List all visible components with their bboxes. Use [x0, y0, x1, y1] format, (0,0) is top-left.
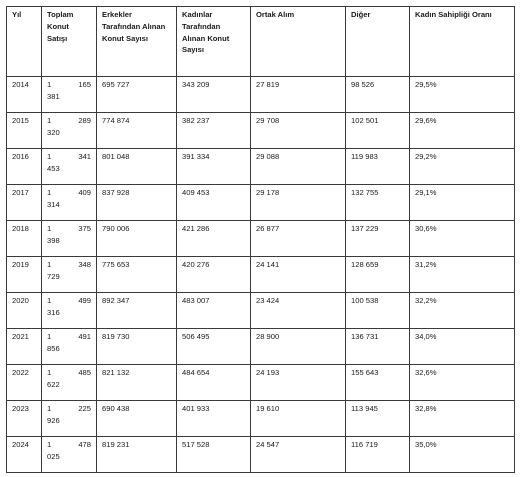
total-sales-part: 478	[78, 440, 91, 449]
cell-joint-purchase: 23 424	[251, 293, 346, 329]
total-sales-part: 1	[47, 188, 52, 197]
cell-other: 113 945	[346, 401, 410, 437]
cell-joint-purchase: 27 819	[251, 77, 346, 113]
total-sales-line	[47, 439, 91, 451]
header-men: Erkekler Tarafından Alınan Konut Sayısı	[97, 7, 177, 77]
header-female-ownership-rate: Kadın Sahipliği Oranı	[410, 7, 515, 77]
total-sales-part: 316	[47, 307, 60, 317]
total-sales-part: 398	[47, 235, 60, 245]
cell-women: 343 209	[177, 77, 251, 113]
cell-total-sales	[42, 113, 97, 149]
cell-men: 801 048	[97, 149, 177, 185]
cell-joint-purchase: 29 088	[251, 149, 346, 185]
cell-men: 819 730	[97, 329, 177, 365]
total-sales-line	[47, 403, 91, 415]
total-sales-part: 341	[78, 152, 91, 161]
table-header-row	[7, 7, 515, 77]
cell-total-sales	[42, 437, 97, 473]
cell-joint-purchase: 26 877	[251, 221, 346, 257]
cell-men: 775 653	[97, 257, 177, 293]
total-sales-part: 1	[47, 224, 52, 233]
cell-total-sales	[42, 257, 97, 293]
cell-total-sales	[42, 293, 97, 329]
cell-year: 2024	[7, 437, 42, 473]
total-sales-part: 348	[78, 260, 91, 269]
cell-men: 695 727	[97, 77, 177, 113]
cell-total-sales	[42, 149, 97, 185]
cell-joint-purchase: 19 610	[251, 401, 346, 437]
total-sales-part: 1	[47, 260, 52, 269]
cell-year: 2015	[7, 113, 42, 149]
cell-female-ownership-rate: 29,5%	[410, 77, 515, 113]
cell-year: 2016	[7, 149, 42, 185]
header-joint-purchase: Ortak Alım	[251, 7, 346, 77]
cell-total-sales	[42, 185, 97, 221]
cell-female-ownership-rate: 29,6%	[410, 113, 515, 149]
cell-year: 2021	[7, 329, 42, 365]
cell-other: 137 229	[346, 221, 410, 257]
table-row	[7, 329, 515, 365]
cell-female-ownership-rate: 31,2%	[410, 257, 515, 293]
cell-year: 2022	[7, 365, 42, 401]
cell-total-sales	[42, 401, 97, 437]
table-row	[7, 293, 515, 329]
cell-men: 837 928	[97, 185, 177, 221]
cell-women: 484 654	[177, 365, 251, 401]
cell-total-sales	[42, 329, 97, 365]
cell-women: 517 528	[177, 437, 251, 473]
table-row	[7, 257, 515, 293]
table-container	[6, 6, 515, 473]
total-sales-part: 375	[78, 224, 91, 233]
cell-men: 790 006	[97, 221, 177, 257]
cell-year: 2018	[7, 221, 42, 257]
table-body	[7, 77, 515, 473]
total-sales-part: 314	[47, 199, 60, 209]
header-women: Kadınlar Tarafından Alınan Konut Sayısı	[177, 7, 251, 77]
cell-total-sales	[42, 221, 97, 257]
cell-total-sales	[42, 77, 97, 113]
cell-female-ownership-rate: 32,6%	[410, 365, 515, 401]
cell-men: 774 874	[97, 113, 177, 149]
table-row	[7, 113, 515, 149]
cell-other: 132 755	[346, 185, 410, 221]
total-sales-part: 453	[47, 163, 60, 173]
total-sales-part: 499	[78, 296, 91, 305]
header-total-sales: Toplam Konut Satışı	[42, 7, 97, 77]
cell-year: 2019	[7, 257, 42, 293]
total-sales-line	[47, 151, 91, 163]
table-row	[7, 221, 515, 257]
total-sales-line	[47, 79, 91, 91]
cell-joint-purchase: 24 193	[251, 365, 346, 401]
total-sales-part: 320	[47, 127, 60, 137]
cell-female-ownership-rate: 32,8%	[410, 401, 515, 437]
total-sales-part: 409	[78, 188, 91, 197]
table-row	[7, 185, 515, 221]
cell-joint-purchase: 29 178	[251, 185, 346, 221]
cell-women: 421 286	[177, 221, 251, 257]
total-sales-part: 225	[78, 404, 91, 413]
cell-men: 690 438	[97, 401, 177, 437]
cell-year: 2017	[7, 185, 42, 221]
total-sales-part: 729	[47, 271, 60, 281]
table-row	[7, 401, 515, 437]
cell-men: 821 132	[97, 365, 177, 401]
cell-women: 483 007	[177, 293, 251, 329]
cell-other: 116 719	[346, 437, 410, 473]
total-sales-part: 289	[78, 116, 91, 125]
cell-female-ownership-rate: 29,2%	[410, 149, 515, 185]
total-sales-part: 485	[78, 368, 91, 377]
cell-women: 382 237	[177, 113, 251, 149]
cell-joint-purchase: 29 708	[251, 113, 346, 149]
cell-women: 409 453	[177, 185, 251, 221]
table-row	[7, 437, 515, 473]
table-row	[7, 365, 515, 401]
cell-women: 401 933	[177, 401, 251, 437]
total-sales-part: 1	[47, 296, 52, 305]
cell-women: 506 495	[177, 329, 251, 365]
housing-sales-table	[6, 6, 515, 473]
header-other: Diğer	[346, 7, 410, 77]
total-sales-part: 025	[47, 451, 60, 461]
cell-female-ownership-rate: 35,0%	[410, 437, 515, 473]
cell-other: 100 538	[346, 293, 410, 329]
cell-total-sales	[42, 365, 97, 401]
cell-year: 2023	[7, 401, 42, 437]
header-year: Yıl	[7, 7, 42, 77]
total-sales-part: 622	[47, 379, 60, 389]
total-sales-line	[47, 115, 91, 127]
total-sales-line	[47, 223, 91, 235]
cell-female-ownership-rate: 30,6%	[410, 221, 515, 257]
total-sales-part: 1	[47, 116, 52, 125]
cell-other: 155 643	[346, 365, 410, 401]
cell-women: 391 334	[177, 149, 251, 185]
cell-joint-purchase: 24 141	[251, 257, 346, 293]
total-sales-line	[47, 295, 91, 307]
cell-other: 119 983	[346, 149, 410, 185]
cell-female-ownership-rate: 32,2%	[410, 293, 515, 329]
cell-year: 2020	[7, 293, 42, 329]
total-sales-part: 491	[78, 332, 91, 341]
total-sales-part: 1	[47, 332, 52, 341]
cell-female-ownership-rate: 34,0%	[410, 329, 515, 365]
cell-women: 420 276	[177, 257, 251, 293]
total-sales-part: 1	[47, 368, 52, 377]
total-sales-line	[47, 259, 91, 271]
total-sales-part: 856	[47, 343, 60, 353]
total-sales-line	[47, 367, 91, 379]
cell-men: 892 347	[97, 293, 177, 329]
table-row	[7, 149, 515, 185]
total-sales-part: 1	[47, 152, 52, 161]
cell-joint-purchase: 28 900	[251, 329, 346, 365]
cell-men: 819 231	[97, 437, 177, 473]
cell-other: 128 659	[346, 257, 410, 293]
cell-other: 98 526	[346, 77, 410, 113]
cell-female-ownership-rate: 29,1%	[410, 185, 515, 221]
total-sales-part: 926	[47, 415, 60, 425]
total-sales-line	[47, 187, 91, 199]
cell-other: 136 731	[346, 329, 410, 365]
total-sales-part: 1	[47, 404, 52, 413]
cell-other: 102 501	[346, 113, 410, 149]
total-sales-line	[47, 331, 91, 343]
cell-joint-purchase: 24 547	[251, 437, 346, 473]
total-sales-part: 381	[47, 91, 60, 101]
total-sales-part: 1	[47, 440, 52, 449]
total-sales-part: 1	[47, 80, 52, 89]
cell-year: 2014	[7, 77, 42, 113]
total-sales-part: 165	[78, 80, 91, 89]
table-row	[7, 77, 515, 113]
